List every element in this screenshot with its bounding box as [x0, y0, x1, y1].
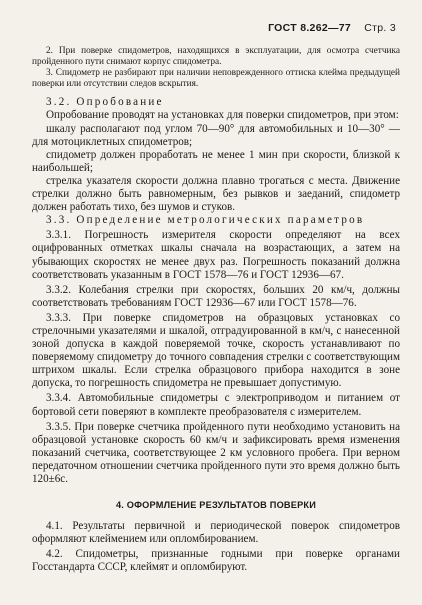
section-4-title: 4. ОФОРМЛЕНИЕ РЕЗУЛЬТАТОВ ПОВЕРКИ [115, 500, 317, 511]
section-3-2-title [32, 96, 400, 109]
page-number: Стр. 3 [364, 22, 396, 34]
page-header [268, 22, 396, 34]
paragraph-3-3-1: 3.3.1. Погрешность измерителя скорости определяют на всех оцифрованных отметках шкалы сначала на возрастающих, а затем на убывающих скоростях не менее двух раз. Погрешность показаний должна соответствовать указанным в ГОСТ 1578—76 и ГОСТ 12936—67. [32, 229, 400, 281]
paragraph-3-3-4: 3.3.4. Автомобильные спидометры с электроприводом и питанием от бортовой сети поверяют в комплекте преобразователя с измерителем. [32, 392, 400, 418]
paragraph-3-3-2: 3.3.2. Колебания стрелки при скоростях, больших 20 км/ч, должны соответствовать требованиям ГОСТ 12936—67 или ГОСТ 1578—76. [32, 283, 400, 309]
paragraph-3-3-3: 3.3.3. При поверке спидометров на образцовых установках со стрелочными указателями и шкалой, отградуированной в км/ч, с нанесенной зоной допуска в каждой поверяемой точке, скорость устанавливают по поверяемому спидометру до точного совпадения стрелки с соответствующим штрихом шкалы. Если стрелка образцового прибора находится в зоне допуска, то погрешность спидометра не превышает допустимую. [32, 311, 400, 390]
section-3-2-item-1: шкалу располагают под углом 70—90° для автомобильных и 10—30° — для мотоциклетных спидометров; [32, 122, 400, 148]
paragraph-3-3-5: 3.3.5. При поверке счетчика пройденного пути необходимо установить на образцовой установке скорость 60 км/ч и зафиксировать время изменения показаний счетчика, соответствующее 2 км условного пробега. При верном передаточном отношении счетчика пройденного пути это время должно быть 120±6с. [32, 420, 400, 485]
standard-code: ГОСТ 8.262—77 [268, 22, 352, 34]
document-body [32, 46, 400, 574]
section-3-3-title [32, 214, 400, 227]
section-3-3-title-text: 3.3. Определение метрологических параметров [46, 214, 365, 227]
paragraph-4-1: 4.1. Результаты первичной и периодической поверок спидометров оформляют клеймением или опломбированием. [32, 520, 400, 546]
section-3-2-title-text: 3.2. Опробование [46, 96, 164, 109]
paragraph-4-2: 4.2. Спидометры, признанные годными при поверке органами Госстандарта СССР, клеймят и опломбируют. [32, 548, 400, 574]
note-2: 2. При поверке спидометров, находящихся в эксплуатации, для осмотра счетчика пройденного пути снимают корпус спидометра. [32, 46, 400, 68]
section-3-2-body: Опробование проводят на установках для поверки спидометров, при этом: [46, 109, 399, 122]
section-3-2-item-2: спидометр должен проработать не менее 1 мин при скорости, близкой к наибольшей; [32, 148, 400, 174]
section-3-2-item-3: стрелка указателя скорости должна плавно трогаться с места. Движение стрелки должно быть равномерным, без рывков и заеданий, спидометр должен работать тихо, без шумов и стуков. [32, 174, 400, 214]
note-3: 3. Спидометр не разбирают при наличии неповрежденного оттиска клейма предыдущей поверки или отсутствии следов вскрытия. [32, 68, 400, 90]
